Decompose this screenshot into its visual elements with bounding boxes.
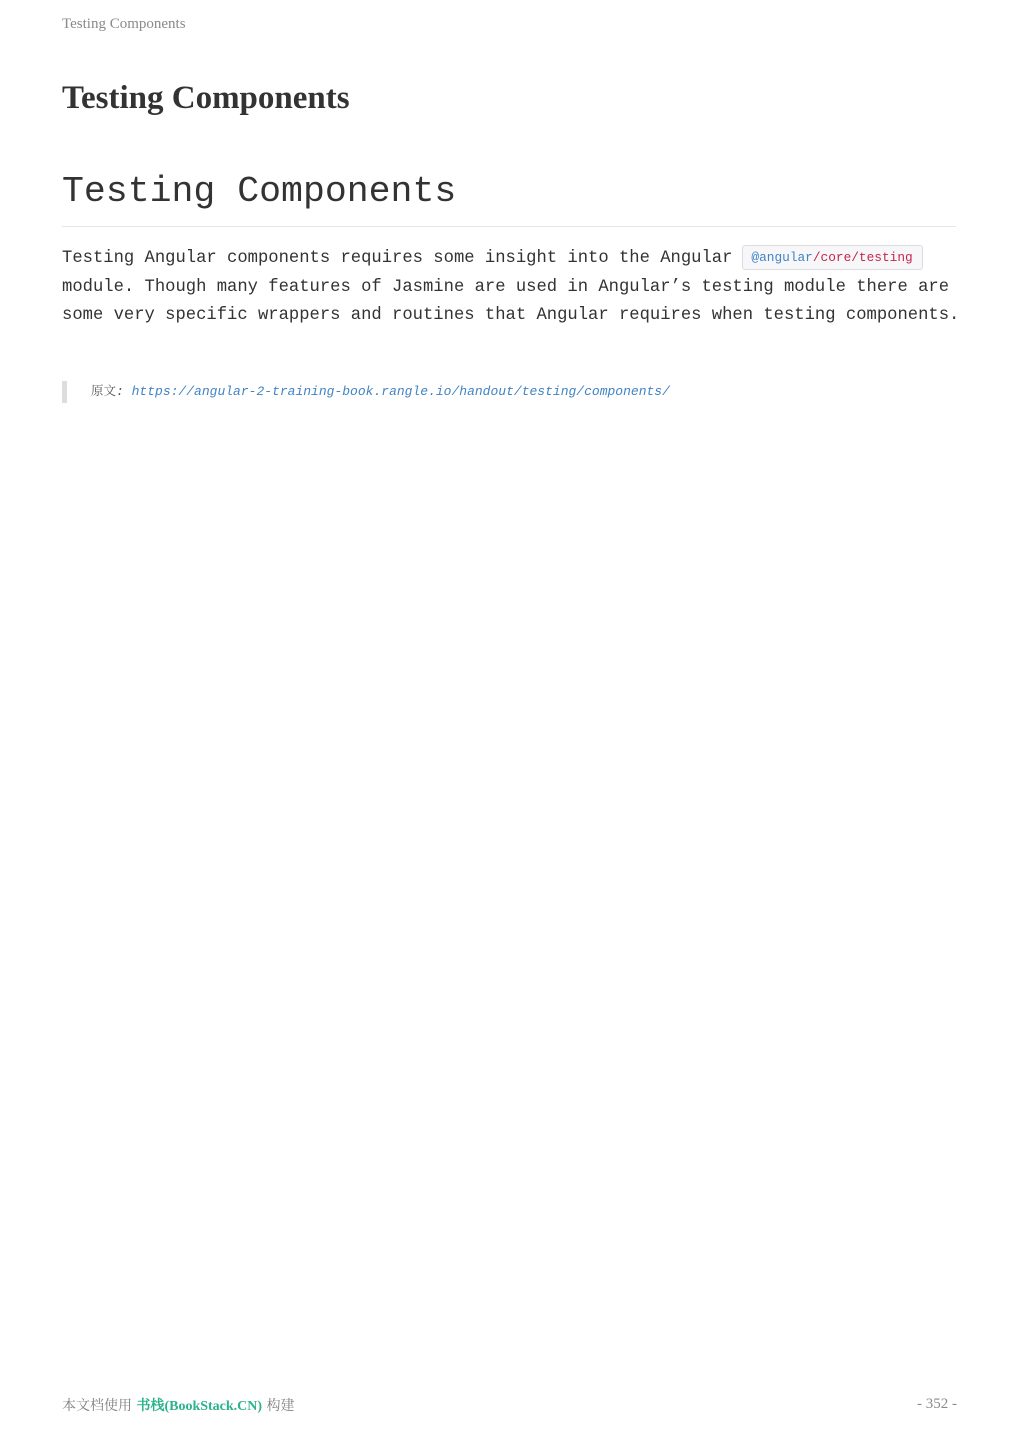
running-header: Testing Components bbox=[62, 16, 186, 32]
footer-prefix: 本文档使用 bbox=[62, 1398, 137, 1414]
inline-code-scope: @angular bbox=[751, 250, 813, 265]
paragraph-text-start: Testing Angular components requires some insight into the Angular bbox=[62, 249, 733, 268]
source-blockquote bbox=[62, 381, 670, 403]
paragraph-text-end: module. Though many features of Jasmine are used in Angular’s testing module there are some very specific wrappers and routines that Angular requires when testing components. bbox=[62, 277, 960, 325]
footer-brand-link[interactable]: 书栈(BookStack.CN) bbox=[136, 1399, 263, 1414]
source-link[interactable]: https://angular-2-training-book.rangle.io/handout/testing/components/ bbox=[131, 384, 670, 399]
page-title: Testing Components bbox=[62, 80, 350, 116]
inline-code-path: /core/testing bbox=[812, 250, 913, 265]
source-separator: : bbox=[116, 384, 132, 399]
page-number: - 352 - bbox=[917, 1396, 957, 1412]
footer-suffix: 构建 bbox=[262, 1398, 295, 1414]
section-heading: Testing Components bbox=[62, 172, 956, 227]
source-label: 原文 bbox=[91, 383, 117, 398]
body-paragraph bbox=[62, 245, 962, 331]
footer-credit bbox=[62, 1395, 295, 1415]
inline-code bbox=[742, 245, 922, 270]
